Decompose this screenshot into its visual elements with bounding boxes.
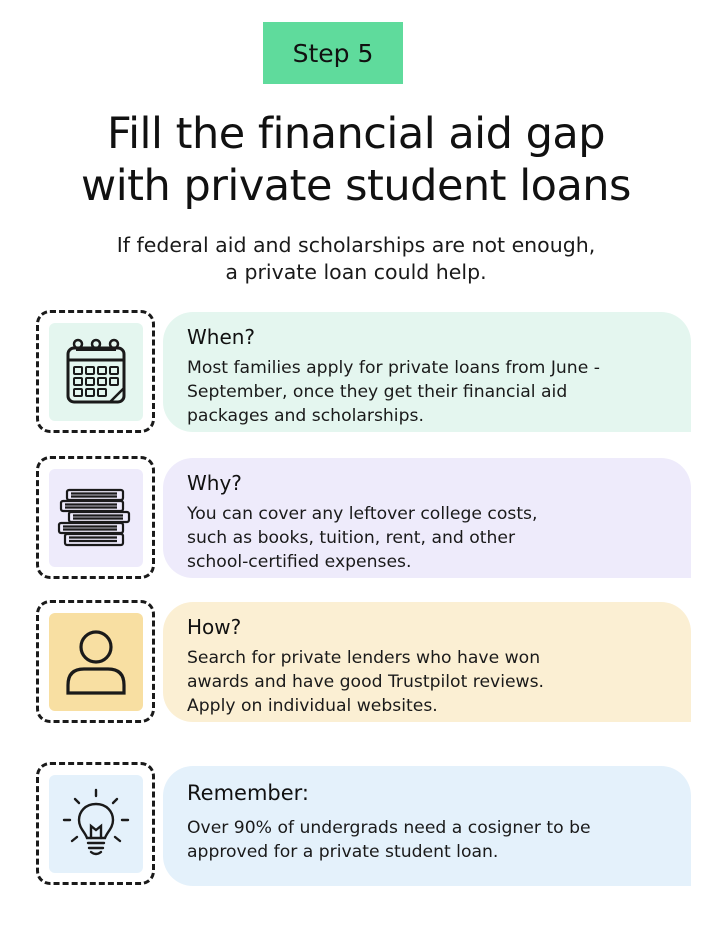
icon-frame [36, 310, 155, 433]
card-body [187, 502, 667, 574]
lightbulb-icon [49, 775, 143, 873]
card-body [187, 646, 667, 718]
step-label: Step 5 [292, 38, 374, 68]
person-icon [49, 613, 143, 711]
card-body-line: September, once they get their financial aid [187, 382, 568, 402]
card-body [187, 356, 667, 428]
card-body-line: packages and scholarships. [187, 406, 424, 426]
card-body-line: awards and have good Trustpilot reviews. [187, 672, 545, 692]
icon-frame [36, 762, 155, 885]
card-body-line: Over 90% of undergrads need a cosigner to be [187, 818, 591, 838]
card-how [163, 602, 691, 722]
card-body-line: such as books, tuition, rent, and other [187, 528, 516, 548]
step-badge [263, 22, 403, 84]
icon-frame [36, 456, 155, 579]
card-body-line: approved for a private student loan. [187, 842, 499, 862]
card-heading: Remember: [187, 781, 309, 805]
card-heading: Why? [187, 471, 242, 495]
card-remember [163, 766, 691, 886]
subtitle-line-1: If federal aid and scholarships are not enough, [116, 233, 596, 257]
icon-frame [36, 600, 155, 723]
card-body-line: school-certified expenses. [187, 552, 412, 572]
title-line-1: Fill the financial aid gap [106, 109, 606, 159]
card-body-line: Search for private lenders who have won [187, 648, 541, 668]
card-body-line: Most families apply for private loans from June - [187, 358, 600, 378]
calendar-icon [49, 323, 143, 421]
page-title [0, 108, 712, 212]
card-heading: How? [187, 615, 242, 639]
card-heading: When? [187, 325, 256, 349]
books-icon [49, 469, 143, 567]
card-body [187, 816, 667, 864]
card-why [163, 458, 691, 578]
card-when [163, 312, 691, 432]
page-subtitle [0, 232, 712, 286]
card-body-line: Apply on individual websites. [187, 696, 438, 716]
title-line-2: with private student loans [81, 161, 631, 211]
subtitle-line-2: a private loan could help. [225, 260, 487, 284]
card-body-line: You can cover any leftover college costs, [187, 504, 538, 524]
